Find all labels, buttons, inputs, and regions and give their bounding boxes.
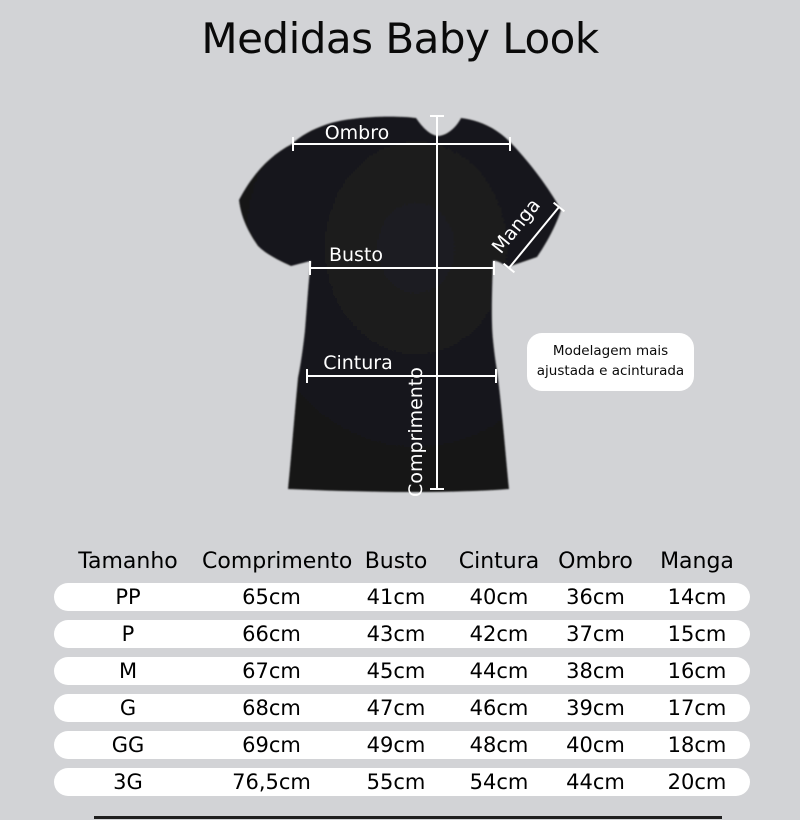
table-cell: 18cm — [667, 733, 727, 757]
table-cell: 68cm — [242, 696, 301, 720]
table-cell: 40cm — [566, 733, 625, 757]
cintura-label: Cintura — [323, 352, 393, 374]
table-cell: 16cm — [667, 659, 727, 683]
table-cell: 3G — [113, 770, 143, 794]
table-cell: 55cm — [366, 770, 426, 794]
table-cell: 47cm — [366, 696, 426, 720]
table-cell: 69cm — [242, 733, 301, 757]
table-row — [54, 731, 750, 759]
fit-note-text: Modelagem mais ajustada e acinturada — [536, 343, 685, 379]
table-cell: 67cm — [242, 659, 301, 683]
table-cell: 54cm — [469, 770, 529, 794]
table-cell: 43cm — [366, 622, 426, 646]
busto-label: Busto — [328, 244, 384, 266]
size-table-body — [54, 583, 750, 796]
table-cell: P — [121, 622, 135, 646]
table-cell: 40cm — [469, 585, 529, 609]
table-cell: M — [118, 659, 138, 683]
table-cell: 36cm — [566, 585, 625, 609]
table-cell: 41cm — [366, 585, 426, 609]
table-cell: GG — [111, 733, 145, 757]
header-cell: Tamanho — [78, 548, 178, 574]
tshirt-measurement-diagram — [195, 95, 605, 515]
table-cell: 44cm — [469, 659, 529, 683]
table-cell: G — [119, 696, 137, 720]
table-cell: 15cm — [667, 622, 727, 646]
table-cell: 76,5cm — [232, 770, 311, 794]
table-cell: 14cm — [667, 585, 727, 609]
table-row — [54, 620, 750, 648]
header-cell: Ombro — [558, 548, 633, 574]
table-cell: 17cm — [667, 696, 727, 720]
table-cell: PP — [115, 585, 141, 609]
comprimento-label: Comprimento — [405, 367, 427, 497]
table-cell: 66cm — [242, 622, 301, 646]
table-cell: 65cm — [242, 585, 301, 609]
table-cell: 37cm — [566, 622, 625, 646]
fit-note-callout — [527, 333, 694, 391]
manga-label: Manga — [487, 194, 545, 258]
header-cell: Cintura — [458, 548, 540, 574]
table-cell: 39cm — [566, 696, 625, 720]
table-cell: 46cm — [469, 696, 529, 720]
table-cell: 49cm — [366, 733, 426, 757]
table-row — [54, 657, 750, 685]
table-cell: 44cm — [566, 770, 625, 794]
header-cell: Manga — [660, 548, 734, 574]
page-title: Medidas Baby Look — [201, 14, 599, 63]
bottom-divider — [94, 816, 722, 819]
size-table — [54, 546, 750, 796]
table-cell: 42cm — [469, 622, 529, 646]
ombro-label: Ombro — [324, 122, 390, 144]
size-table-header — [54, 546, 750, 576]
table-cell: 20cm — [667, 770, 727, 794]
table-cell: 48cm — [469, 733, 529, 757]
table-row — [54, 694, 750, 722]
table-row — [54, 583, 750, 611]
table-cell: 45cm — [366, 659, 426, 683]
table-cell: 38cm — [566, 659, 625, 683]
tshirt-silhouette — [239, 117, 561, 492]
header-cell: Busto — [364, 548, 428, 574]
header-cell: Comprimento — [202, 548, 353, 574]
table-row — [54, 768, 750, 796]
